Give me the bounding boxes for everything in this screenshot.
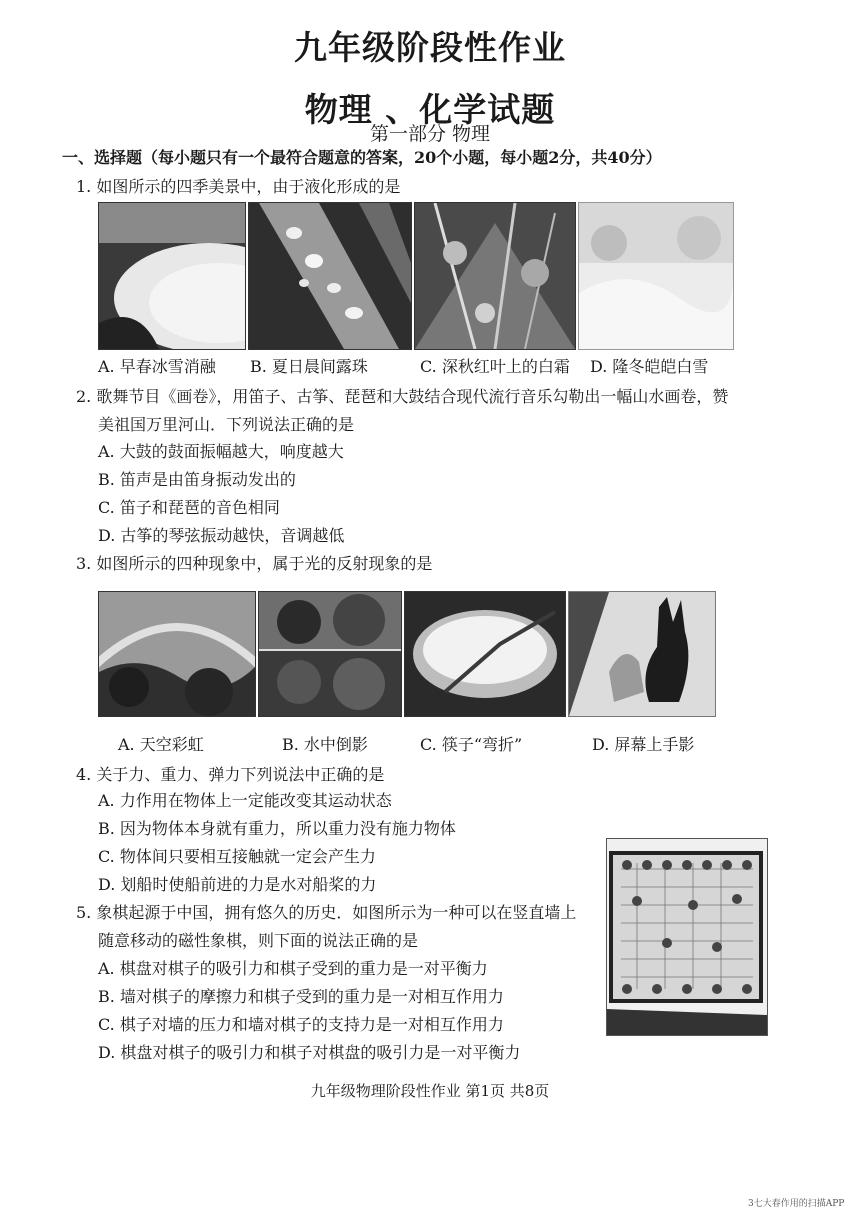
q3-photo-rainbow	[98, 591, 256, 717]
q4-option-b[interactable]: B. 因为物体本身就有重力，所以重力没有施力物体	[98, 819, 456, 838]
q1-photo-frost-leaves	[414, 202, 576, 350]
question-2-stem-line1: 2. 歌舞节目《画卷》，用笛子、古筝、琵琶和大鼓结合现代流行音乐勾勒出一幅山水画卷，赞	[76, 387, 729, 406]
q1-option-c[interactable]: C. 深秋红叶上的白霜	[420, 357, 570, 376]
q1-photo-ice-melting	[98, 202, 246, 350]
q5-option-c[interactable]: C. 棋子对墙的压力和墙对棋子的支持力是一对相互作用力	[98, 1015, 504, 1034]
q2-option-b[interactable]: B. 笛声是由笛身振动发出的	[98, 470, 296, 489]
q3-photo-hand-shadow	[568, 591, 716, 717]
document-title: 九年级阶段性作业	[294, 28, 566, 67]
q4-option-a[interactable]: A. 力作用在物体上一定能改变其运动状态	[98, 791, 392, 810]
q3-photo-chopstick-bowl	[404, 591, 566, 717]
question-1-stem: 1. 如图所示的四季美景中，由于液化形成的是	[76, 177, 401, 196]
q5-option-d[interactable]: D. 棋盘对棋子的吸引力和棋子对棋盘的吸引力是一对平衡力	[98, 1043, 521, 1062]
question-4-stem: 4. 关于力、重力、弹力下列说法中正确的是	[76, 765, 385, 784]
q4-option-c[interactable]: C. 物体间只要相互接触就一定会产生力	[98, 847, 376, 866]
question-5-stem-line1: 5. 象棋起源于中国，拥有悠久的历史．如图所示为一种可以在竖直墙上	[76, 903, 577, 922]
q2-option-c[interactable]: C. 笛子和琵琶的音色相同	[98, 498, 280, 517]
section-heading: 一、选择题（每小题只有一个最符合题意的答案，20个小题，每小题2分，共40分）	[62, 148, 662, 167]
q4-option-d[interactable]: D. 划船时使船前进的力是水对船桨的力	[98, 875, 377, 894]
q2-option-d[interactable]: D. 古筝的琴弦振动越快，音调越低	[98, 526, 345, 545]
q1-photo-dew-drops	[248, 202, 412, 350]
q1-option-d[interactable]: D. 隆冬皑皑白雪	[590, 357, 709, 376]
q1-option-b[interactable]: B. 夏日晨间露珠	[250, 357, 368, 376]
part-heading: 第一部分 物理	[369, 123, 491, 145]
question-3-stem: 3. 如图所示的四种现象中，属于光的反射现象的是	[76, 554, 433, 573]
q5-option-a[interactable]: A. 棋盘对棋子的吸引力和棋子受到的重力是一对平衡力	[98, 959, 488, 978]
page-footer: 九年级物理阶段性作业 第1页 共8页	[310, 1082, 550, 1100]
q3-option-b[interactable]: B. 水中倒影	[282, 735, 368, 754]
q3-option-a[interactable]: A. 天空彩虹	[118, 735, 204, 754]
q5-photo-magnetic-chess-board	[606, 838, 768, 1036]
q3-photo-reflection	[258, 591, 402, 717]
document-subtitle: 物理 、化学试题	[304, 90, 556, 129]
q5-option-b[interactable]: B. 墙对棋子的摩擦力和棋子受到的重力是一对相互作用力	[98, 987, 504, 1006]
q2-option-a[interactable]: A. 大鼓的鼓面振幅越大，响度越大	[98, 442, 344, 461]
scanner-watermark: 3七大春作用的扫描APP	[748, 1199, 845, 1209]
question-5-stem-line2: 随意移动的磁性象棋，则下面的说法正确的是	[98, 931, 419, 950]
q1-photo-snow	[578, 202, 734, 350]
q1-option-a[interactable]: A. 早春冰雪消融	[98, 357, 216, 376]
q3-option-d[interactable]: D. 屏幕上手影	[592, 735, 695, 754]
question-2-stem-line2: 美祖国万里河山．下列说法正确的是	[98, 415, 355, 434]
q3-option-c[interactable]: C. 筷子“弯折”	[420, 735, 523, 754]
